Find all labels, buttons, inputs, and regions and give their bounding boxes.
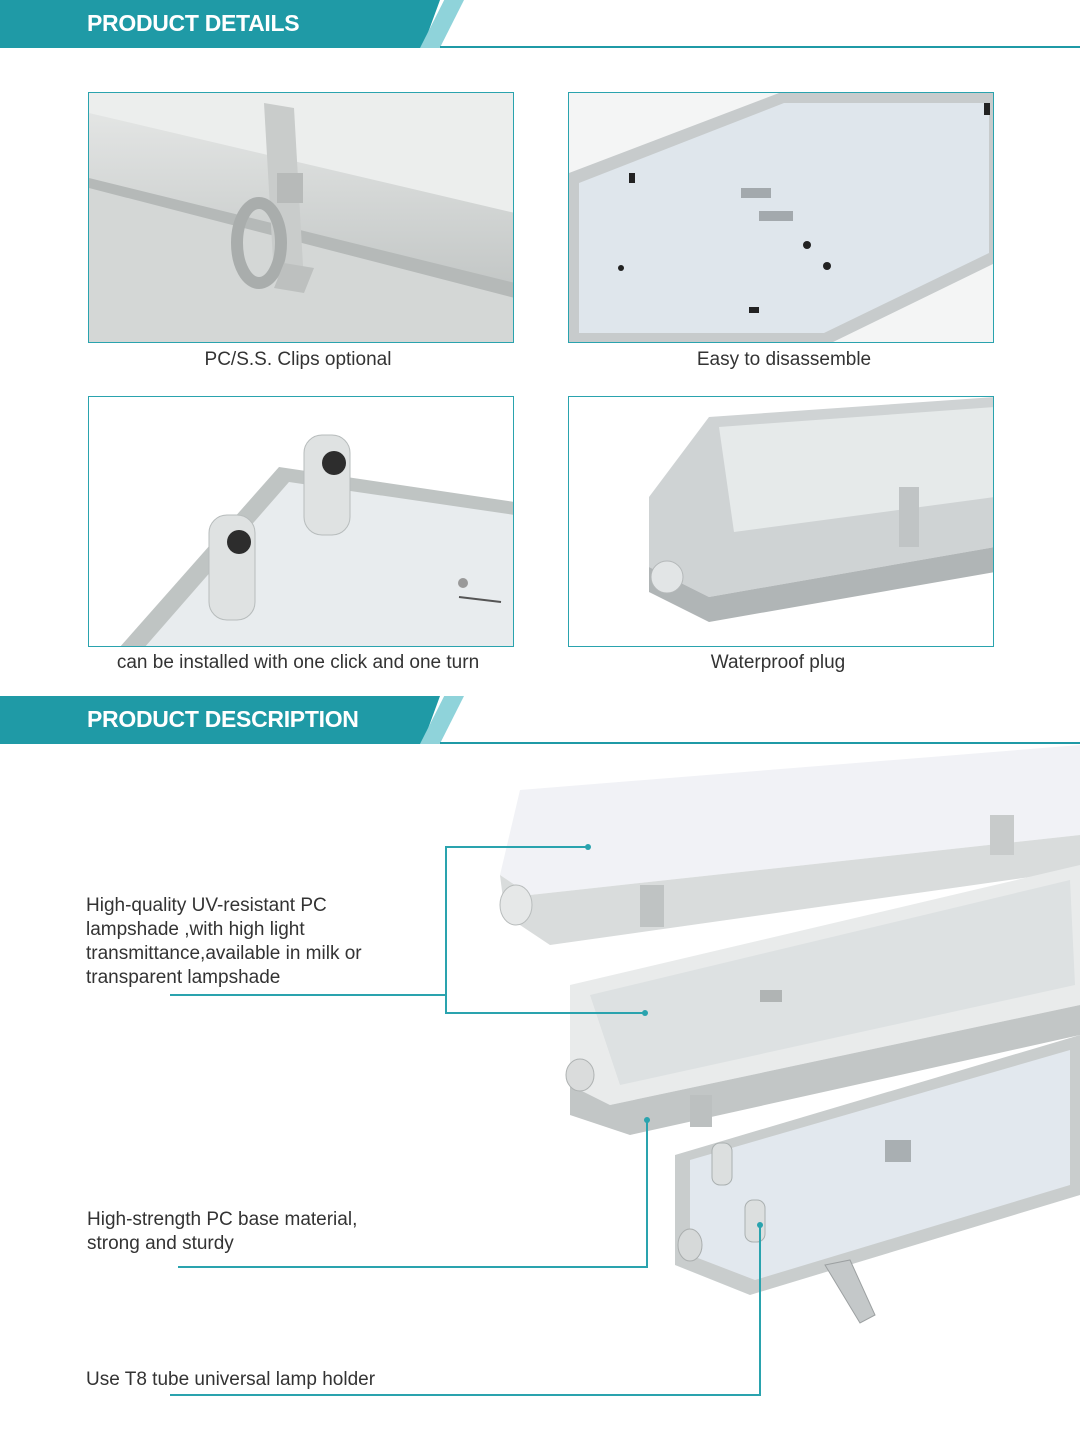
exploded-fixture-illustration	[490, 745, 1080, 1345]
product-description-header	[0, 696, 1080, 748]
leader-line	[445, 846, 447, 1014]
leader-line	[445, 1012, 645, 1014]
header-line	[440, 742, 1080, 744]
leader-line	[445, 846, 587, 848]
leader-line	[170, 1394, 761, 1396]
leader-line	[646, 1120, 648, 1268]
feature-lamp-holder: Use T8 tube universal lamp holder	[86, 1369, 376, 1390]
header-line	[440, 46, 1080, 48]
fixture-end-photo	[568, 396, 994, 647]
lamp-holders-photo	[88, 396, 514, 647]
pointer-dot	[757, 1222, 763, 1228]
pointer-dot	[642, 1010, 648, 1016]
leader-line	[178, 1266, 648, 1268]
caption-clips: PC/S.S. Clips optional	[204, 349, 392, 370]
section-title: PRODUCT DESCRIPTION	[87, 706, 359, 732]
base-plate-photo	[568, 92, 994, 343]
pointer-dot	[585, 844, 591, 850]
clip-closeup-photo	[88, 92, 514, 343]
feature-base-material: High-strength PC base material, strong and sturdy	[87, 1209, 358, 1254]
caption-one-click: can be installed with one click and one turn	[116, 652, 480, 673]
leader-line	[759, 1224, 761, 1396]
caption-waterproof: Waterproof plug	[710, 652, 846, 673]
section-title: PRODUCT DETAILS	[87, 10, 300, 36]
caption-disassemble: Easy to disassemble	[696, 349, 872, 370]
pointer-dot	[644, 1117, 650, 1123]
leader-line	[170, 994, 446, 996]
feature-lampshade: High-quality UV-resistant PC lampshade ,with high light transmittance,available in milk or transparent lampshade	[86, 895, 362, 988]
product-details-header	[0, 0, 1080, 52]
